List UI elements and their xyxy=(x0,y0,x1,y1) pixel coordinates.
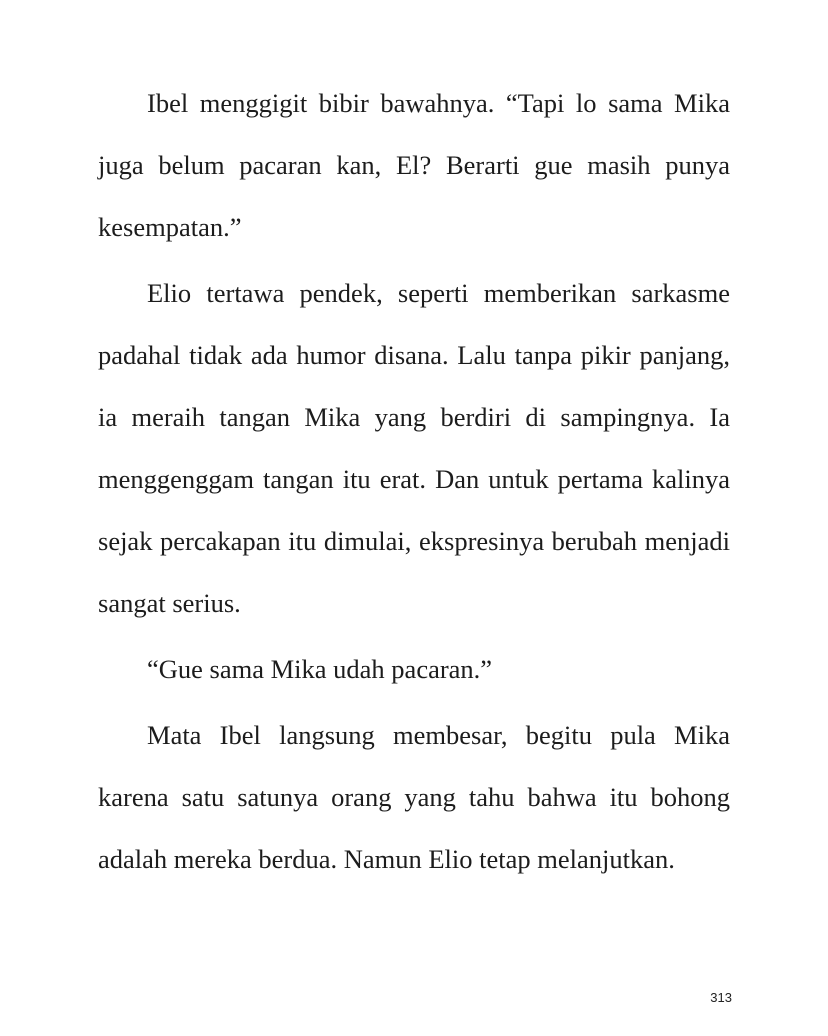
paragraph-2: Elio tertawa pendek, seperti memberikan sarkasme padahal tidak ada humor disana. Lalu tanpa pikir panjang, ia meraih tangan Mika yang berdiri di sampingnya. Ia menggenggam tangan itu erat. Dan untuk pertama kalinya sejak percakapan itu dimulai, ekspresinya berubah menjadi sangat serius. xyxy=(98,278,730,618)
page-number: 313 xyxy=(710,990,732,1005)
paragraph-3: “Gue sama Mika udah pacaran.” xyxy=(147,654,493,684)
paragraph-1: Ibel menggigit bibir bawahnya. “Tapi lo sama Mika juga belum pacaran kan, El? Berarti gue masih punya kesempatan.” xyxy=(98,88,730,242)
page-body xyxy=(98,72,730,894)
paragraph-4: Mata Ibel langsung membesar, begitu pula Mika karena satu satunya orang yang tahu bahwa itu bohong adalah mereka berdua. Namun Elio tetap melanjutkan. xyxy=(98,720,730,874)
